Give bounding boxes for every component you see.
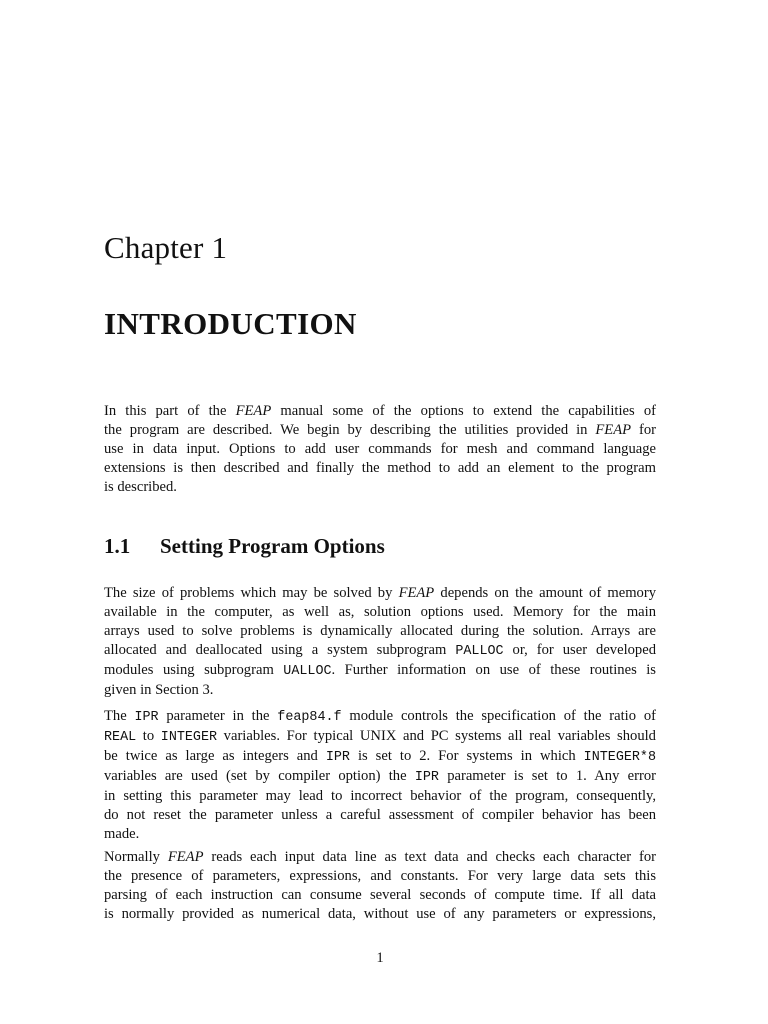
text-line: REAL to INTEGER variables. For typical UNIX and PC systems all real variables should <box>104 728 656 745</box>
text-line: is normally provided as numerical data, without use of any parameters or expressions, <box>104 906 656 922</box>
text-line: is described. <box>104 479 177 495</box>
section-heading <box>104 532 385 560</box>
text-line: extensions is then described and finally the method to add an element to the program <box>104 460 656 476</box>
text-line: the program are described. We begin by describing the utilities provided in FEAP for <box>104 422 656 438</box>
text-line: In this part of the FEAP manual some of the options to extend the capabilities of <box>104 403 656 419</box>
text-line: be twice as large as integers and IPR is set to 2. For systems in which INTEGER*8 <box>104 748 656 765</box>
chapter-label: Chapter 1 <box>104 230 228 265</box>
text-line: The size of problems which may be solved by FEAP depends on the amount of memory <box>104 585 657 601</box>
text-line: parsing of each instruction can consume several seconds of compute time. If all data <box>104 887 656 903</box>
text-line: the presence of parameters, expressions, and constants. For very large data sets this <box>104 868 656 884</box>
intro-paragraph <box>104 402 656 497</box>
text-line: use in data input. Options to add user commands for mesh and command language <box>104 441 656 457</box>
text-line: variables are used (set by compiler option) the IPR parameter is set to 1. Any error <box>104 768 656 785</box>
section-number: 1.1 <box>104 534 131 558</box>
text-line: modules using subprogram UALLOC. Further information on use of these routines is <box>104 662 656 679</box>
text-line: do not reset the parameter unless a careful assessment of compiler behavior has been <box>104 807 656 823</box>
text-line: available in the computer, as well as, solution options used. Memory for the main <box>104 604 656 620</box>
chapter-title: INTRODUCTION <box>104 306 357 341</box>
text-line: made. <box>104 826 140 842</box>
text-line: arrays used to solve problems is dynamically allocated during the solution. Arrays are <box>104 623 656 639</box>
text-line: allocated and deallocated using a system subprogram PALLOC or, for user developed <box>104 642 656 659</box>
paragraph-parsing <box>104 848 656 924</box>
page-number: 1 <box>376 950 384 966</box>
text-line: given in Section 3. <box>104 682 214 698</box>
paragraph-memory <box>104 584 656 700</box>
section-title: Setting Program Options <box>160 534 385 558</box>
text-line: The IPR parameter in the feap84.f module controls the specification of the ratio of <box>104 708 656 725</box>
paragraph-ipr <box>104 707 656 844</box>
text-line: in setting this parameter may lead to incorrect behavior of the program, consequently, <box>104 788 656 804</box>
text-line: Normally FEAP reads each input data line as text data and checks each character for <box>104 849 656 865</box>
